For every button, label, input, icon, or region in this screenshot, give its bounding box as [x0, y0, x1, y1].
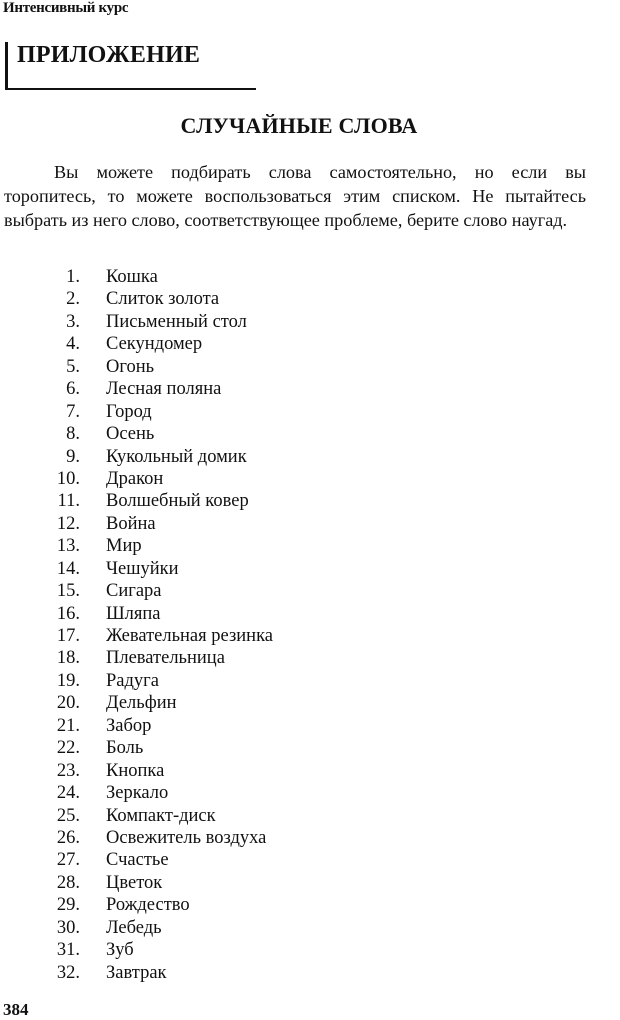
list-item [0, 805, 216, 827]
list-item [0, 580, 162, 602]
list-item-number: 19. [56, 670, 80, 691]
list-item-number: 32. [56, 962, 80, 983]
list-item-word: Секундомер [106, 334, 203, 355]
list-item [0, 490, 249, 512]
list-item [0, 715, 152, 737]
intro-paragraph [4, 160, 586, 232]
list-item-number: 2. [66, 289, 80, 310]
list-item [0, 670, 159, 692]
list-item-number: 7. [66, 401, 80, 422]
list-item [0, 446, 247, 468]
list-item [0, 782, 169, 804]
list-item-number: 31. [56, 940, 80, 961]
page-number: 384 [3, 1000, 29, 1019]
list-item [0, 356, 155, 378]
list-item-number: 26. [56, 827, 80, 848]
list-item-number: 10. [56, 468, 80, 489]
list-item-word: Рождество [106, 895, 190, 916]
list-item [0, 311, 247, 333]
list-item-word: Боль [106, 738, 144, 759]
list-item-number: 25. [56, 805, 80, 826]
list-item [0, 378, 222, 400]
random-words-list [0, 266, 273, 984]
list-item-number: 8. [66, 424, 80, 445]
list-item-word: Письменный стол [106, 311, 247, 332]
list-item-word: Слиток золота [106, 289, 220, 310]
list-item [0, 558, 179, 580]
list-item [0, 468, 164, 490]
list-item [0, 647, 225, 669]
section-heading-box [5, 42, 256, 90]
list-item-word: Зуб [106, 940, 134, 961]
list-item-number: 29. [56, 895, 80, 916]
list-item-number: 6. [66, 379, 80, 400]
list-item [0, 849, 169, 871]
list-item-word: Радуга [106, 670, 159, 691]
list-item-word: Война [106, 513, 156, 534]
list-item-word: Кошка [106, 267, 158, 287]
list-item-word: Кукольный домик [106, 446, 247, 467]
list-item-word: Дракон [106, 468, 164, 489]
list-item-word: Освежитель воздуха [106, 827, 267, 848]
list-item-number: 1. [66, 267, 80, 287]
list-item-number: 27. [56, 850, 80, 871]
list-item [0, 760, 165, 782]
list-item-word: Волшебный ковер [106, 491, 249, 512]
list-item-number: 22. [56, 738, 80, 759]
list-item-number: 23. [56, 760, 80, 781]
list-item-word: Лесная поляна [106, 379, 222, 400]
list-item-word: Зеркало [106, 783, 169, 804]
list-item-word: Счастье [106, 850, 169, 871]
list-item-word: Город [106, 401, 152, 422]
list-item-number: 15. [56, 581, 80, 602]
list-item-number: 20. [56, 693, 80, 714]
list-item [0, 266, 158, 288]
list-item-number: 21. [56, 715, 80, 736]
list-item [0, 737, 144, 759]
list-item-number: 11. [57, 491, 80, 512]
list-item-word: Шляпа [106, 603, 161, 624]
list-item-number: 3. [66, 311, 80, 332]
list-item-number: 4. [66, 334, 80, 355]
list-item-number: 18. [56, 648, 80, 669]
list-item-word: Лебедь [106, 917, 162, 938]
page-title: СЛУЧАЙНЫЕ СЛОВА [180, 113, 418, 138]
list-item [0, 535, 142, 557]
list-item-word: Осень [106, 424, 155, 445]
running-head: Интенсивный курс [3, 0, 129, 16]
list-item [0, 894, 190, 916]
list-item-word: Сигара [106, 581, 162, 602]
list-item-number: 14. [56, 558, 80, 579]
list-item [0, 333, 203, 355]
list-item [0, 625, 273, 647]
list-item [0, 288, 220, 310]
list-item-word: Завтрак [106, 962, 167, 983]
list-item [0, 513, 156, 535]
list-item-number: 12. [56, 513, 80, 534]
list-item-number: 9. [66, 446, 80, 467]
list-item-number: 16. [56, 603, 80, 624]
list-item-number: 30. [56, 917, 80, 938]
list-item [0, 917, 162, 939]
list-item-word: Огонь [106, 356, 155, 377]
list-item-number: 13. [56, 536, 80, 557]
list-item-word: Чешуйки [106, 558, 179, 579]
list-item [0, 401, 152, 423]
list-item-word: Забор [106, 715, 152, 736]
section-heading: ПРИЛОЖЕНИЕ [17, 42, 201, 68]
list-item-word: Жевательная резинка [106, 626, 273, 646]
list-item-word: Кнопка [106, 760, 165, 781]
list-item-word: Мир [106, 536, 142, 557]
list-item-word: Цветок [106, 872, 163, 893]
list-item-number: 28. [56, 872, 80, 893]
list-item-number: 17. [56, 626, 80, 646]
list-item [0, 872, 163, 894]
list-item [0, 423, 155, 445]
list-item [0, 692, 177, 714]
list-item [0, 827, 267, 849]
intro-text: Вы можете подбирать слова самостоятельно, но если вы торопитесь, то можете воспользоваться этим списком. Не пытайтесь выбрать из него слово, соответствующее проблеме, берите слово наугад. [4, 162, 586, 230]
list-item [0, 939, 134, 961]
list-item-word: Плевательница [106, 648, 225, 669]
list-item-word: Дельфин [106, 693, 177, 714]
list-item [0, 603, 161, 625]
list-item-number: 24. [56, 783, 80, 804]
list-item [0, 962, 167, 984]
list-item-word: Компакт-диск [106, 805, 216, 826]
list-item-number: 5. [66, 356, 80, 377]
